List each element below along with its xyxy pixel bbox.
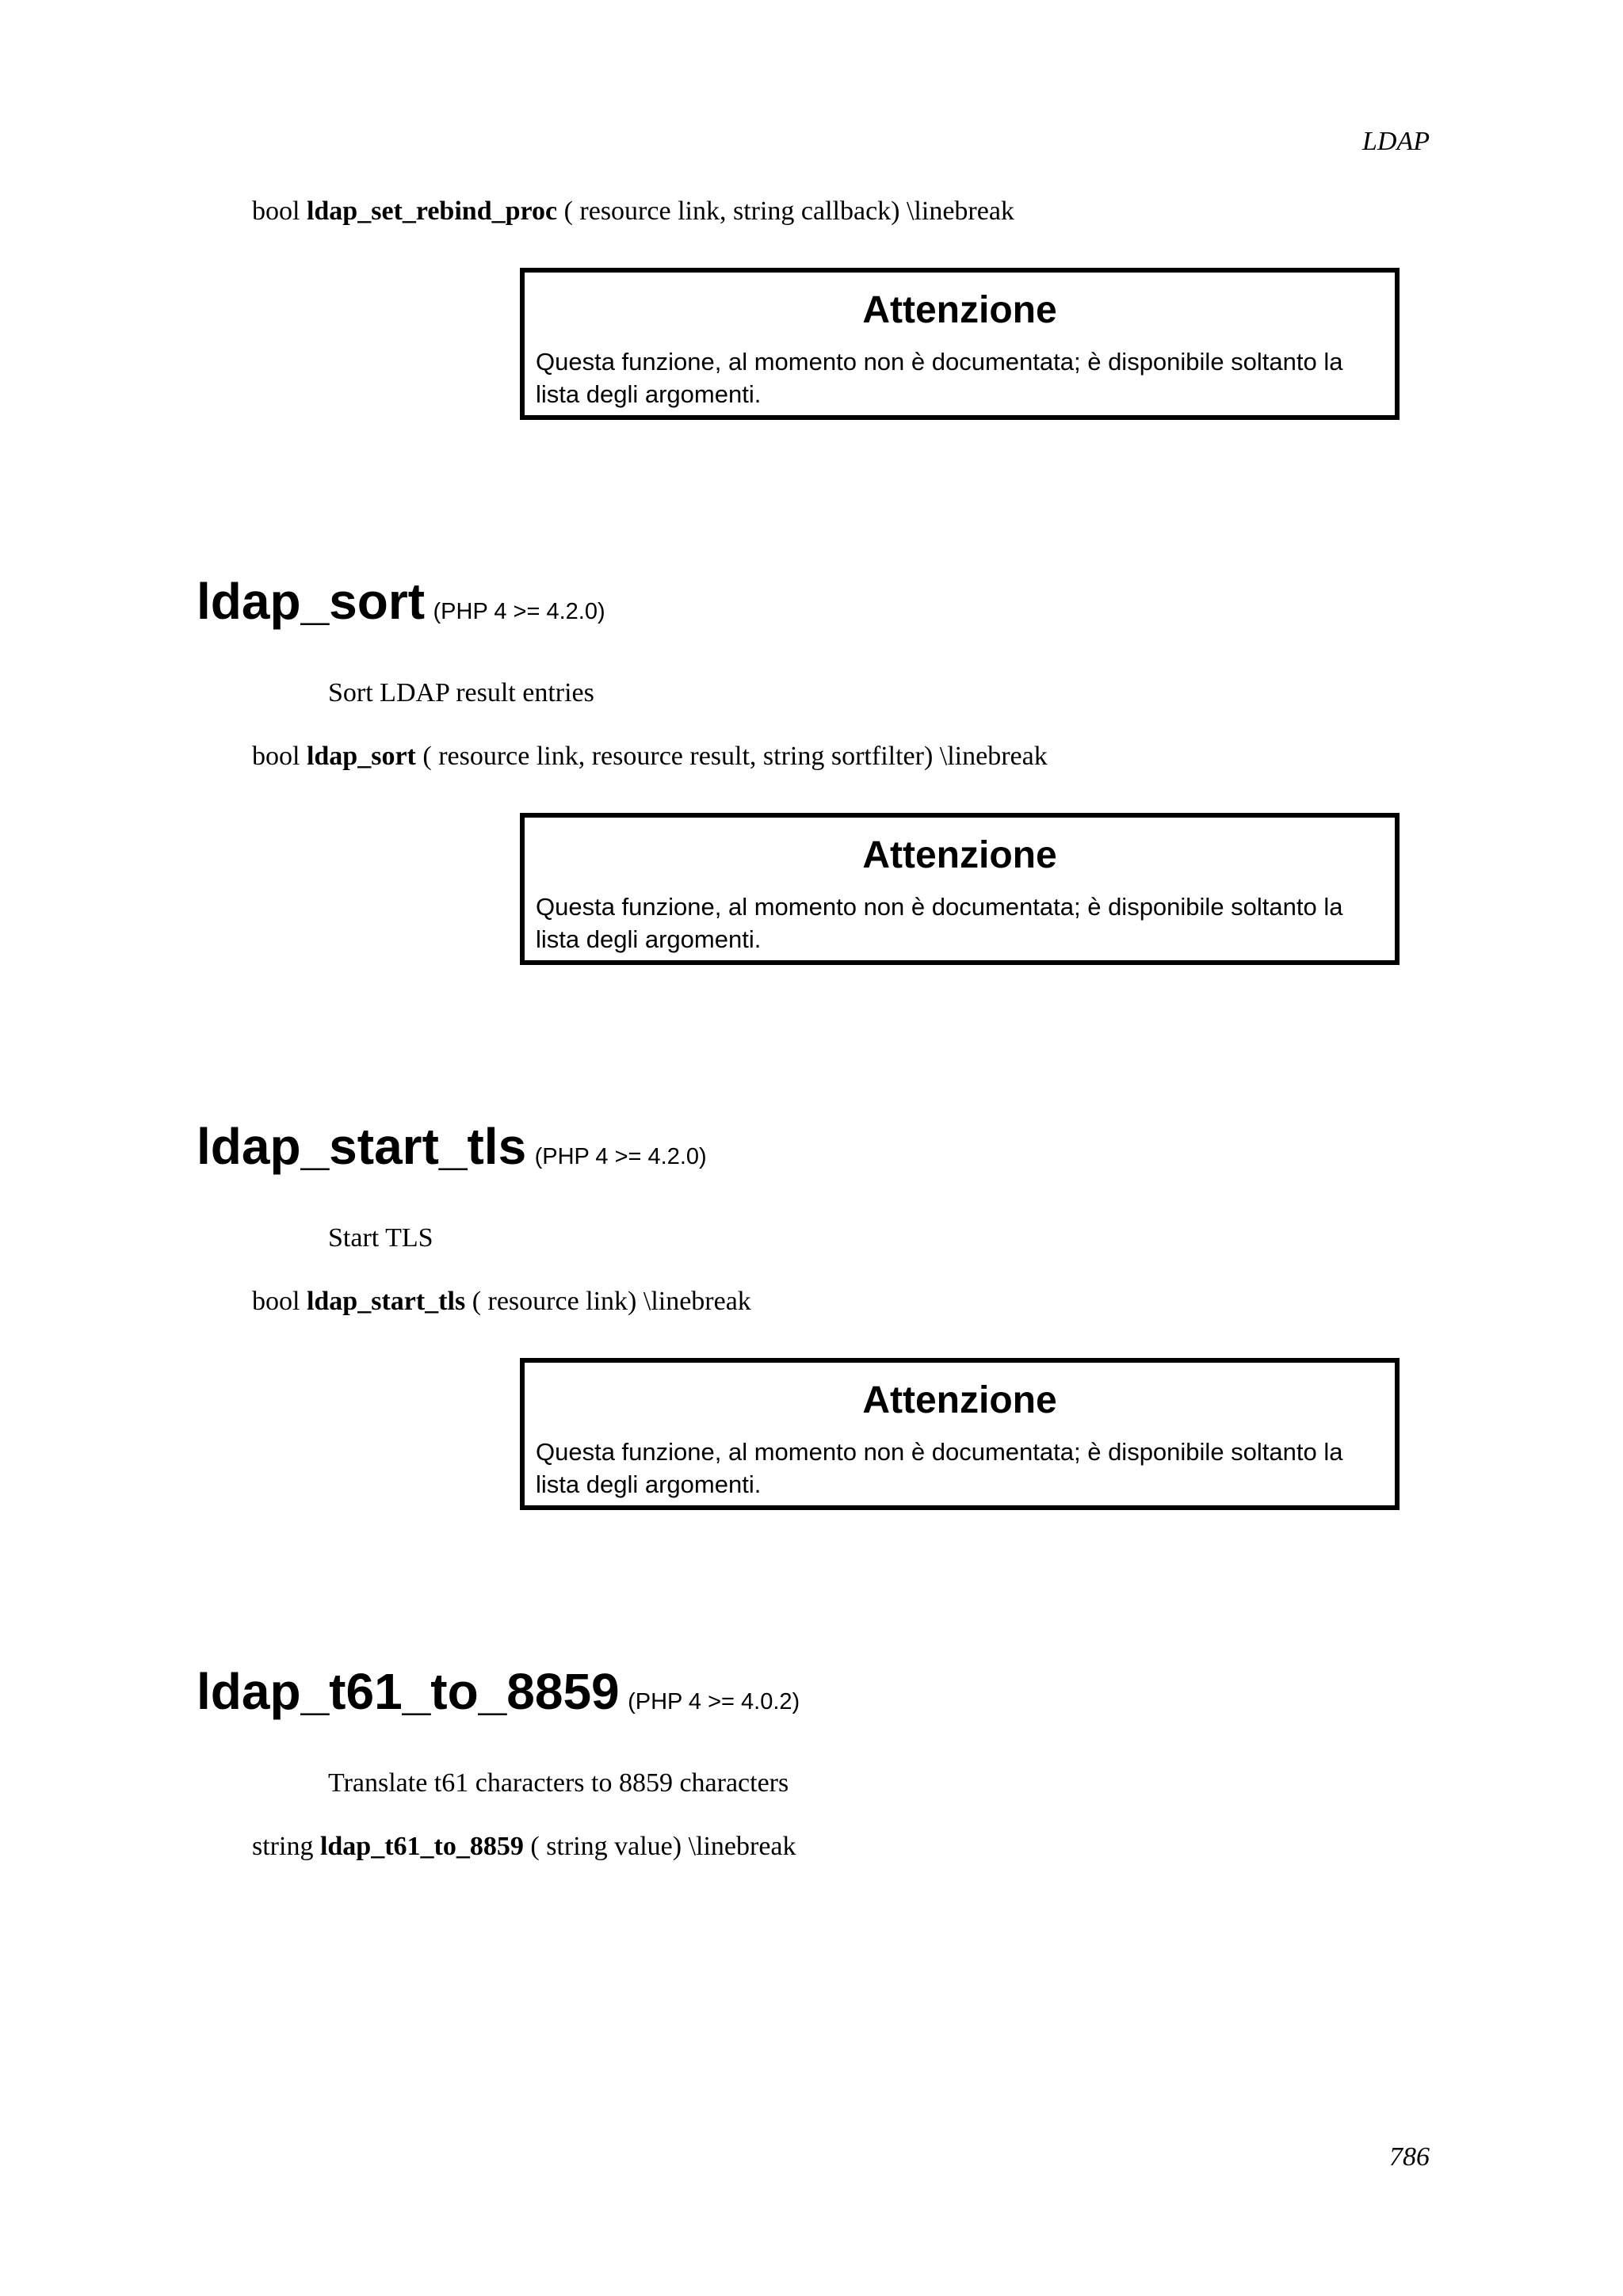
version-note: (PHP 4 >= 4.2.0) <box>534 1144 707 1169</box>
return-type: string <box>252 1832 314 1861</box>
function-synopsis <box>252 1832 796 1862</box>
function-params: ( resource link, resource result, string sortfilter) \linebreak <box>422 742 1048 771</box>
warning-title: Attenzione <box>862 834 1057 876</box>
function-heading <box>197 572 605 631</box>
function-synopsis <box>252 1287 751 1317</box>
function-params: ( string value) \linebreak <box>530 1832 796 1861</box>
function-name: ldap_t61_to_8859 <box>319 1832 524 1861</box>
function-params: ( resource link, string callback) \linebreak <box>563 196 1014 226</box>
function-name: ldap_start_tls <box>306 1287 466 1316</box>
function-title: ldap_start_tls <box>197 1118 527 1175</box>
function-name: ldap_set_rebind_proc <box>306 196 558 226</box>
function-purpose: Translate t61 characters to 8859 characters <box>328 1768 789 1798</box>
warning-box <box>520 813 1400 965</box>
return-type: bool <box>252 196 300 226</box>
function-title: ldap_t61_to_8859 <box>197 1663 620 1720</box>
warning-box <box>520 268 1400 420</box>
function-title: ldap_sort <box>197 573 426 630</box>
function-name: ldap_sort <box>306 742 416 771</box>
version-note: (PHP 4 >= 4.0.2) <box>628 1689 800 1714</box>
function-params: ( resource link) \linebreak <box>472 1287 751 1316</box>
return-type: bool <box>252 1287 300 1316</box>
warning-text: Questa funzione, al momento non è documentata; è disponibile soltanto la lista degli argomenti. <box>536 1438 1343 1498</box>
page-number: 786 <box>1389 2142 1430 2172</box>
return-type: bool <box>252 742 300 771</box>
running-header: LDAP <box>1362 127 1430 156</box>
function-purpose: Sort LDAP result entries <box>328 678 594 707</box>
warning-text: Questa funzione, al momento non è documentata; è disponibile soltanto la lista degli argomenti. <box>536 893 1343 953</box>
function-purpose: Start TLS <box>328 1223 433 1253</box>
warning-title: Attenzione <box>862 1379 1057 1421</box>
warning-title: Attenzione <box>862 289 1057 331</box>
warning-box <box>520 1358 1400 1510</box>
warning-text: Questa funzione, al momento non è documentata; è disponibile soltanto la lista degli argomenti. <box>536 348 1343 408</box>
function-heading <box>197 1117 707 1176</box>
function-synopsis <box>252 196 1014 227</box>
function-synopsis <box>252 742 1048 772</box>
version-note: (PHP 4 >= 4.2.0) <box>433 599 605 624</box>
function-heading <box>197 1662 800 1721</box>
